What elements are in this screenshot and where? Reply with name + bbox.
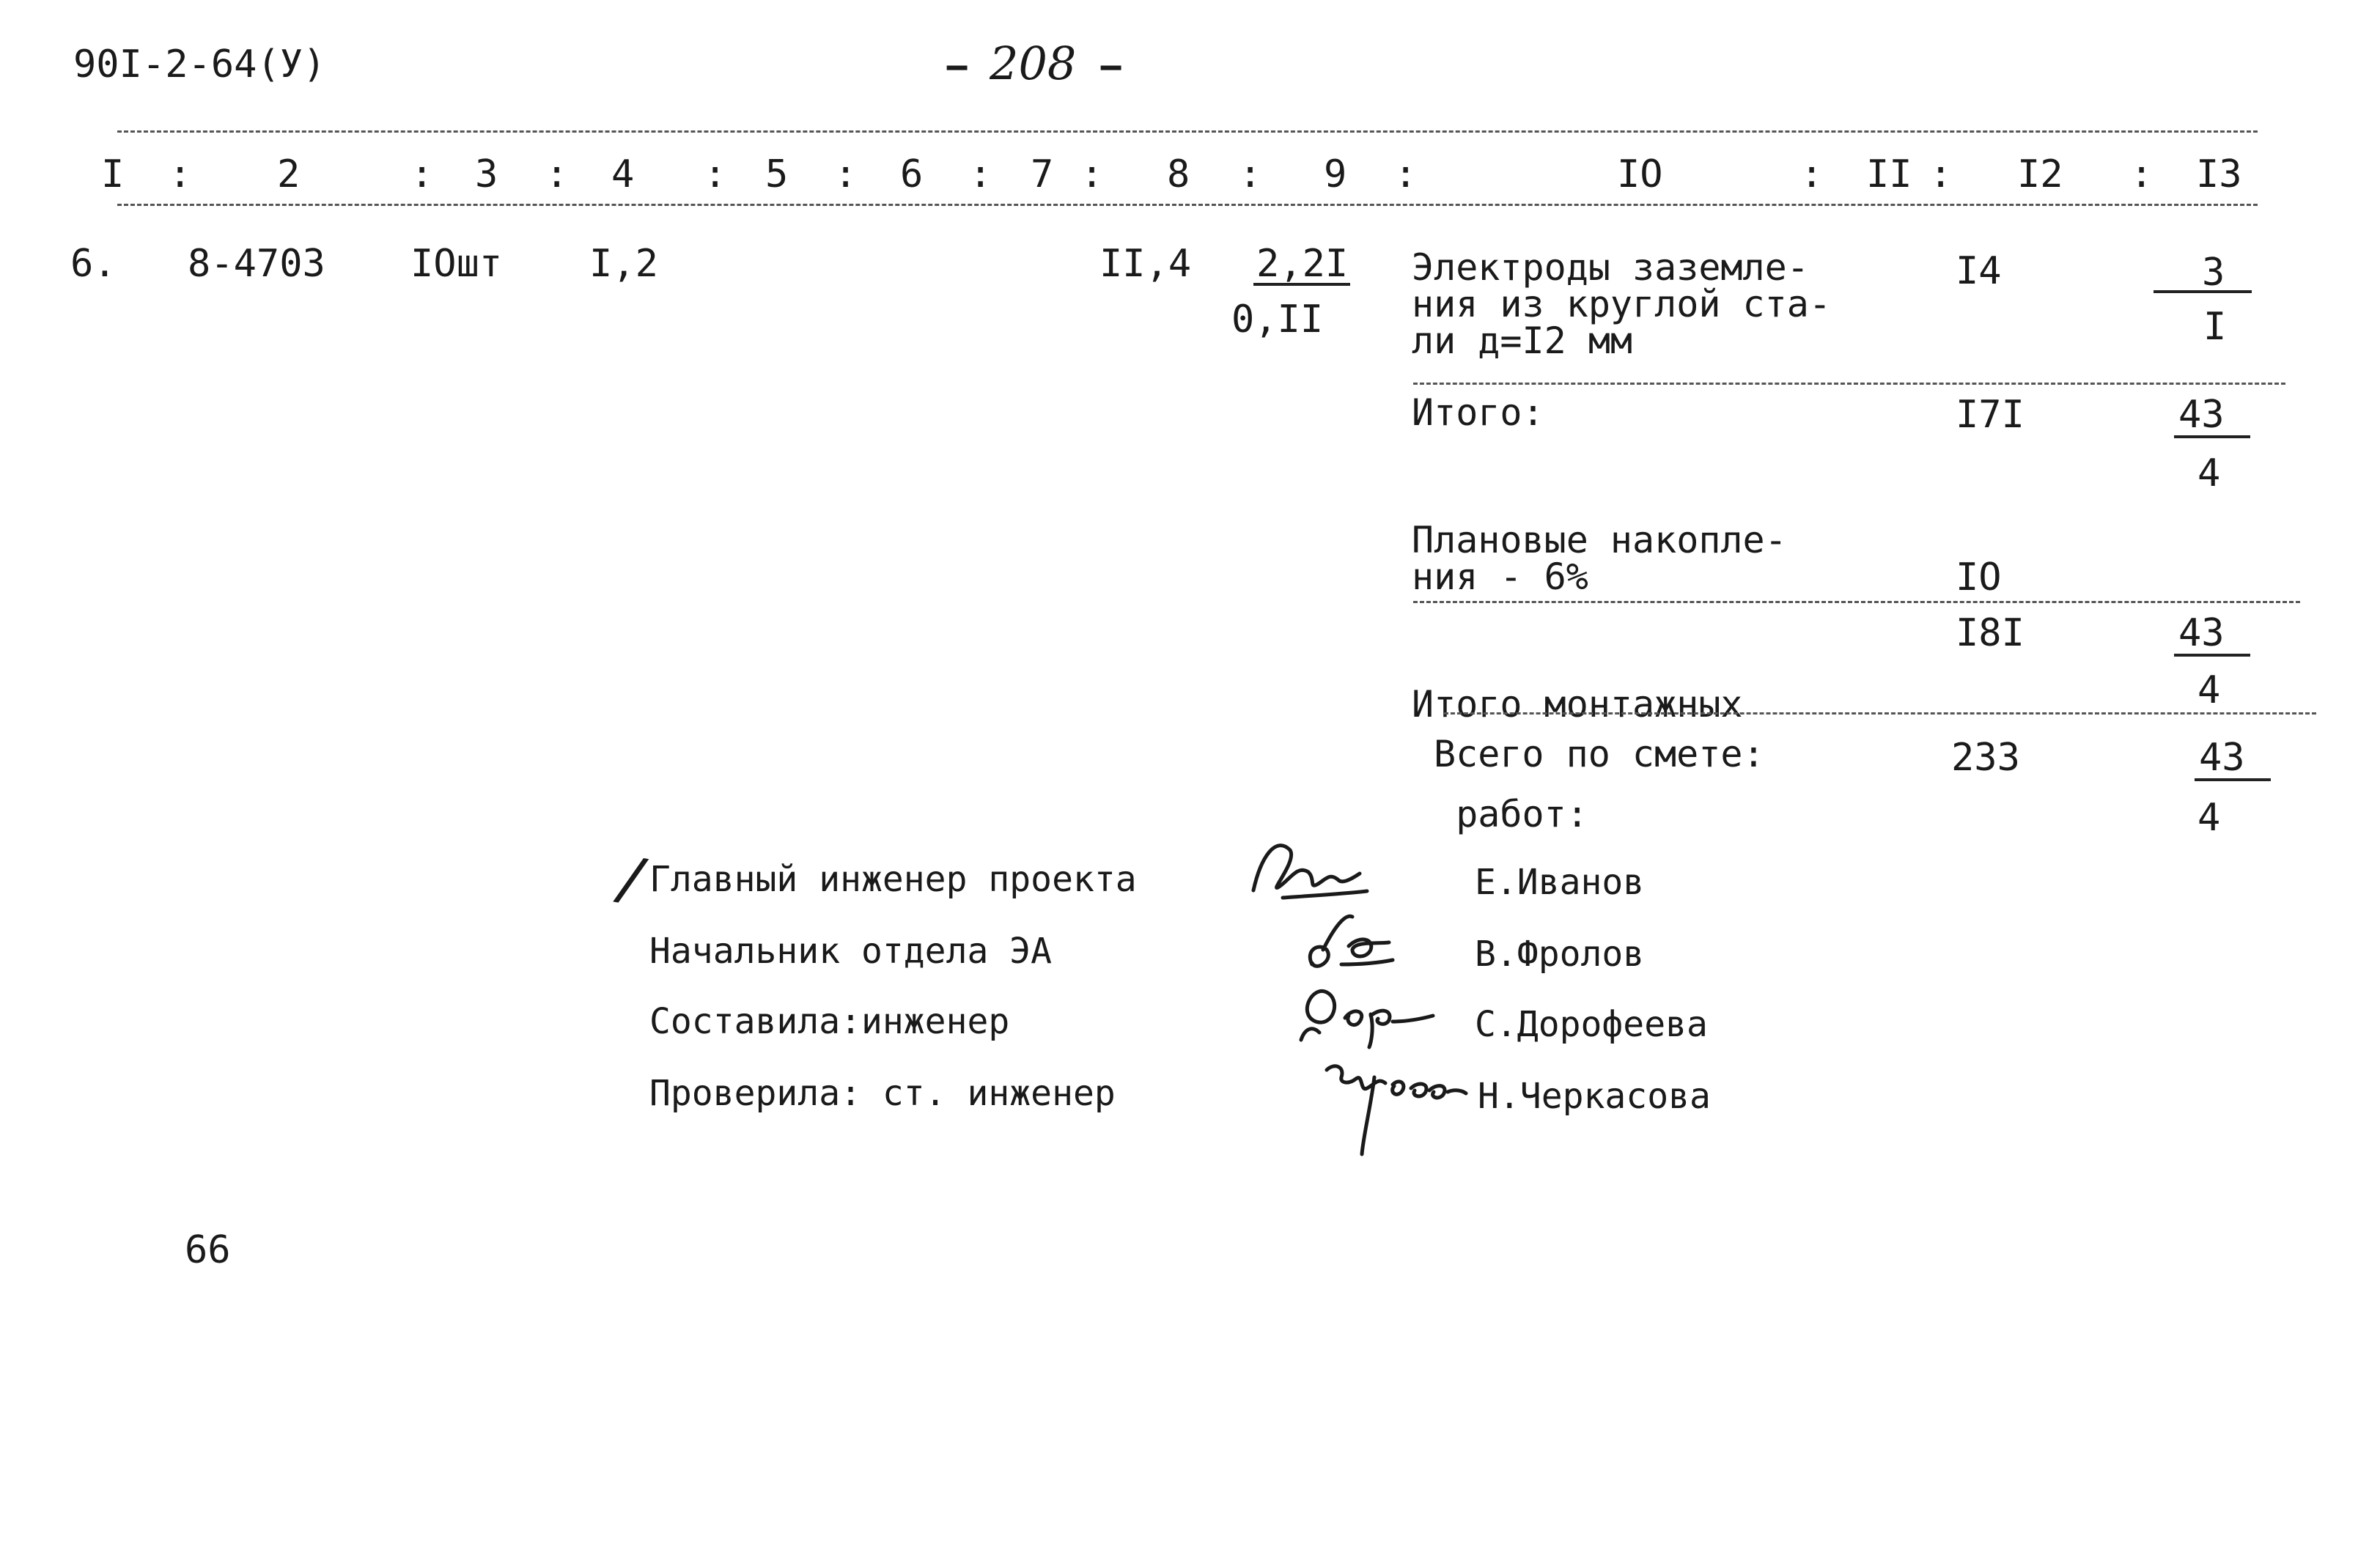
page-number-prefix: − xyxy=(946,45,969,89)
header-bottom-rule xyxy=(117,204,2258,206)
item-col13-bottom: I xyxy=(2203,305,2227,349)
signature-name: Н.Черкасова xyxy=(1478,1076,1711,1117)
column-separator: : xyxy=(834,152,858,196)
column-separator: : xyxy=(1800,152,1824,196)
fraction-bar xyxy=(2174,435,2250,438)
column-header: I3 xyxy=(2196,152,2242,196)
grand-total-fraction-bottom: 4 xyxy=(2197,796,2221,840)
planned-savings-value: IO xyxy=(1956,555,2002,599)
column-header: 6 xyxy=(900,152,924,196)
planned-savings-label-line: Плановые накопле- xyxy=(1412,519,1787,561)
planned-savings-label xyxy=(1412,519,1787,598)
column-separator: : xyxy=(704,152,727,196)
installation-total-value: I8I xyxy=(1956,611,2025,655)
total-fraction-bottom: 4 xyxy=(2197,451,2221,495)
item-description-line: Электроды заземле- xyxy=(1412,246,1809,289)
column-separator: : xyxy=(1929,152,1953,196)
header-top-rule xyxy=(117,130,2258,133)
item-col4: I,2 xyxy=(589,242,658,286)
column-header: 2 xyxy=(277,152,301,196)
column-separator: : xyxy=(969,152,992,196)
grand-total-label: Всего по смете: xyxy=(1434,733,1765,775)
signature-role: Главный инженер проекта xyxy=(649,859,1137,900)
item-quantity: IOшт xyxy=(410,242,503,286)
column-header: IO xyxy=(1617,152,1663,196)
fraction-bar xyxy=(2195,778,2271,781)
row-separator xyxy=(1444,712,2316,715)
grand-total-fraction-top: 43 xyxy=(2199,736,2245,780)
installation-total-label-line: Итого монтажных xyxy=(1412,683,1743,726)
fraction-bar xyxy=(2154,290,2252,293)
column-separator: : xyxy=(2130,152,2154,196)
item-col13-top: 3 xyxy=(2202,251,2225,295)
column-header: 9 xyxy=(1324,152,1347,196)
signature-name: С.Дорофеева xyxy=(1475,1004,1708,1045)
signature-ivanov-icon xyxy=(1239,828,1385,909)
column-header: 8 xyxy=(1167,152,1190,196)
column-header: 5 xyxy=(765,152,789,196)
installation-fraction-top: 43 xyxy=(2178,611,2225,655)
column-header: 3 xyxy=(475,152,498,196)
grand-total-value: 233 xyxy=(1951,736,2020,780)
signature-name: В.Фролов xyxy=(1475,934,1645,975)
item-col8: II,4 xyxy=(1099,242,1192,286)
signature-role: Начальник отдела ЭА xyxy=(649,931,1053,972)
installation-fraction-bottom: 4 xyxy=(2197,668,2221,712)
item-code: 8-4703 xyxy=(188,242,325,286)
column-header: 4 xyxy=(611,152,635,196)
total-fraction-top: 43 xyxy=(2178,393,2225,437)
installation-total-label-line: работ: xyxy=(1412,793,1588,835)
total-label: Итого: xyxy=(1412,391,1544,434)
fraction-bar xyxy=(2174,654,2250,657)
column-header: II xyxy=(1866,152,1912,196)
column-header: 7 xyxy=(1031,152,1054,196)
total-value: I7I xyxy=(1956,393,2025,437)
signature-role: Составила:инженер xyxy=(649,1001,1010,1042)
column-header: I2 xyxy=(2017,152,2063,196)
column-header: I xyxy=(101,152,125,196)
signature-dorofeeva-icon xyxy=(1283,970,1437,1051)
signature-name: Е.Иванов xyxy=(1475,862,1645,903)
footer-mark: 66 xyxy=(185,1228,231,1272)
document-code: 90I-2-64(У) xyxy=(73,43,326,86)
column-separator: : xyxy=(1239,152,1262,196)
item-col9-bottom: 0,II xyxy=(1231,298,1324,341)
column-separator: : xyxy=(1080,152,1104,196)
signature-role: Проверила: ст. инженер xyxy=(649,1073,1116,1114)
column-separator: : xyxy=(169,152,192,196)
item-description-line: ли д=I2 мм xyxy=(1412,320,1633,362)
bracket-mark: / xyxy=(608,842,655,916)
signature-cherkasova-icon xyxy=(1319,1048,1488,1158)
item-description xyxy=(1412,246,1831,362)
row-number: 6. xyxy=(70,242,117,286)
planned-savings-label-line: ния - 6% xyxy=(1412,555,1588,598)
row-separator xyxy=(1413,601,2300,603)
item-col9-top: 2,2I xyxy=(1256,242,1349,286)
page-number: 208 xyxy=(990,37,1077,90)
item-description-line: ния из круглой ста- xyxy=(1412,283,1831,325)
item-col12: I4 xyxy=(1956,249,2002,293)
fraction-bar xyxy=(1253,283,1350,286)
row-separator xyxy=(1413,383,2285,385)
page-number-suffix: − xyxy=(1099,45,1123,89)
signature-frolov-icon xyxy=(1290,906,1407,979)
column-separator: : xyxy=(545,152,569,196)
column-separator: : xyxy=(1394,152,1418,196)
column-separator: : xyxy=(410,152,434,196)
